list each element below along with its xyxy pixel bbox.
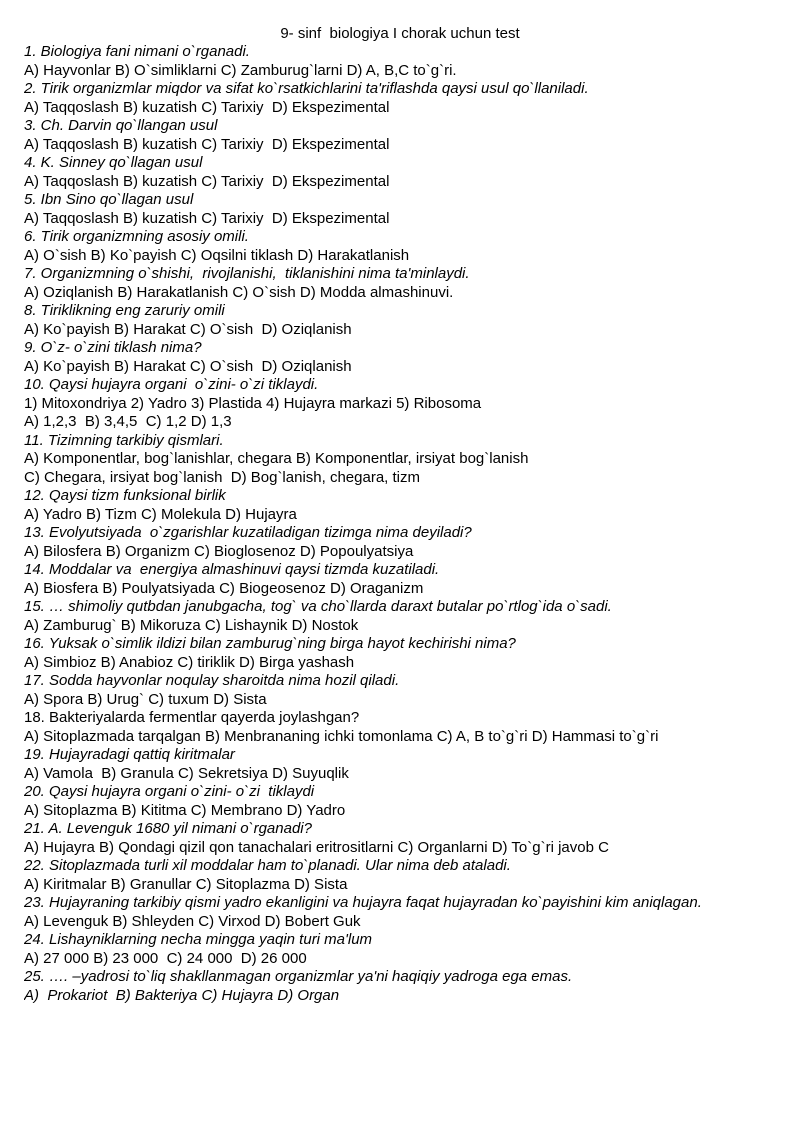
question-line: 19. Hujayradagi qattiq kiritmalar	[24, 746, 235, 763]
answer-line: A) Hayvonlar B) O`simliklarni C) Zamburug`larni D) A, B,C to`g`ri.	[24, 61, 457, 79]
answer-line: A) Ko`payish B) Harakat C) O`sish D) Oziqlanish	[24, 357, 352, 375]
answer-line: 18. Bakteriyalarda fermentlar qayerda joylashgan?	[24, 709, 360, 726]
question-line: 17. Sodda hayvonlar noqulay sharoitda nima hozil qiladi.	[24, 672, 400, 689]
answer-line: A) Kiritmalar B) Granullar C) Sitoplazma D) Sista	[24, 875, 348, 893]
answer-line: A) Sitoplazmada tarqalgan B) Menbrananing ichki tomonlama C) A, B to`g`ri D) Hammasi to`g`ri	[24, 727, 659, 745]
question-line: 11. Tizimning tarkibiy qismlari.	[24, 431, 224, 449]
question-line: A) Prokariot B) Bakteriya C) Hujayra D) Organ	[24, 986, 340, 1004]
answer-line: A) Ko`payish B) Harakat C) O`sish D) Oziqlanish	[24, 320, 352, 338]
answer-line: A) Taqqoslash B) kuzatish C) Tarixiy D) Ekspezimental	[24, 98, 390, 116]
answer-line: A) Hujayra B) Qondagi qizil qon tanachalari eritrositlarni C) Organlarni D) To`g`ri javob C	[24, 838, 609, 856]
answer-line: A) Oziqlanish B) Harakatlanish C) O`sish D) Modda almashinuvi.	[24, 283, 454, 301]
answer-line: A) Spora B) Urug` C) tuxum D) Sista	[24, 690, 267, 708]
answer-line: A) Taqqoslash B) kuzatish C) Tarixiy D) Ekspezimental	[24, 209, 390, 227]
answer-line: A) Biosfera B) Poulyatsiyada C) Biogeosenoz D) Oraganizm	[24, 579, 424, 597]
answer-line: A) Yadro B) Tizm C) Molekula D) Hujayra	[24, 505, 297, 523]
answer-line: C) Chegara, irsiyat bog`lanish D) Bog`lanish, chegara, tizm	[24, 468, 420, 486]
answer-line: A) Taqqoslash B) kuzatish C) Tarixiy D) Ekspezimental	[24, 135, 390, 153]
question-line: 13. Evolyutsiyada o`zgarishlar kuzatiladigan tizimga nima deyiladi?	[24, 524, 472, 541]
question-line: 3. Ch. Darvin qo`llangan usul	[24, 117, 218, 134]
answer-line: A) Bilosfera B) Organizm C) Bioglosenoz D) Popoulyatsiya	[24, 542, 414, 560]
question-line: 2. Tirik organizmlar miqdor va sifat ko`rsatkichlarini ta'riflashda qaysi usul qo`llaniladi.	[24, 80, 589, 97]
question-line: 6. Tirik organizmning asosiy omili.	[24, 228, 249, 245]
question-line: 21. A. Levenguk 1680 yil nimani o`rganadi?	[24, 820, 312, 837]
answer-line: 1) Mitoxondriya 2) Yadro 3) Plastida 4) Hujayra markazi 5) Ribosoma	[24, 394, 482, 412]
question-line: 7. Organizmning o`shishi, rivojlanishi, tiklanishini nima ta'minlaydi.	[24, 265, 470, 282]
page-title: 9- sinf biologiya I chorak uchun test	[280, 25, 520, 42]
question-line: 25. …. –yadrosi to`liq shakllanmagan organizmlar ya'ni haqiqiy yadroga ega emas.	[24, 968, 573, 985]
question-line: 16. Yuksak o`simlik ildizi bilan zamburug`ning birga hayot kechirishi nima?	[24, 635, 516, 652]
answer-line: A) 1,2,3 B) 3,4,5 C) 1,2 D) 1,3	[24, 413, 232, 430]
question-line: 23. Hujayraning tarkibiy qismi yadro ekanligini va hujayra faqat hujayradan ko`payishini kim aniqlagan.	[24, 894, 702, 911]
question-line: 9. O`z- o`zini tiklash nima?	[24, 339, 202, 356]
question-line: 8. Tiriklikning eng zaruriy omili	[24, 302, 225, 319]
question-line: 14. Moddalar va energiya almashinuvi qaysi tizmda kuzatiladi.	[24, 561, 440, 578]
answer-line: A) Vamola B) Granula C) Sekretsiya D) Suyuqlik	[24, 764, 349, 782]
answer-line: A) Komponentlar, bog`lanishlar, chegara B) Komponentlar, irsiyat bog`lanish	[24, 450, 529, 467]
question-line: 20. Qaysi hujayra organi o`zini- o`zi tiklaydi	[24, 783, 315, 800]
answer-line: A) 27 000 B) 23 000 C) 24 000 D) 26 000	[24, 949, 307, 967]
answer-line: A) Levenguk B) Shleyden C) Virxod D) Bobert Guk	[24, 912, 361, 930]
question-line: 10. Qaysi hujayra organi o`zini- o`zi tiklaydi.	[24, 376, 319, 393]
question-line: 15. … shimoliy qutbdan janubgacha, tog` va cho`llarda daraxt butalar po`rtlog`ida o`sadi.	[24, 598, 612, 615]
question-line: 22. Sitoplazmada turli xil moddalar ham to`planadi. Ular nima deb ataladi.	[24, 857, 511, 874]
answer-line: A) Zamburug` B) Mikoruza C) Lishaynik D) Nostok	[24, 616, 359, 634]
question-line: 24. Lishayniklarning necha mingga yaqin turi ma'lum	[24, 931, 373, 948]
answer-line: A) Sitoplazma B) Kititma C) Membrano D) Yadro	[24, 801, 346, 819]
question-line: 1. Biologiya fani nimani o`rganadi.	[24, 43, 250, 60]
answer-line: A) Simbioz B) Anabioz C) tiriklik D) Birga yashash	[24, 653, 355, 671]
question-line: 5. Ibn Sino qo`llagan usul	[24, 191, 194, 208]
answer-line: A) O`sish B) Ko`payish C) Oqsilni tiklash D) Harakatlanish	[24, 246, 410, 264]
test-body	[24, 43, 794, 1005]
question-line: 4. K. Sinney qo`llagan usul	[24, 154, 203, 171]
answer-line: A) Taqqoslash B) kuzatish C) Tarixiy D) Ekspezimental	[24, 172, 390, 190]
question-line: 12. Qaysi tizm funksional birlik	[24, 487, 226, 504]
